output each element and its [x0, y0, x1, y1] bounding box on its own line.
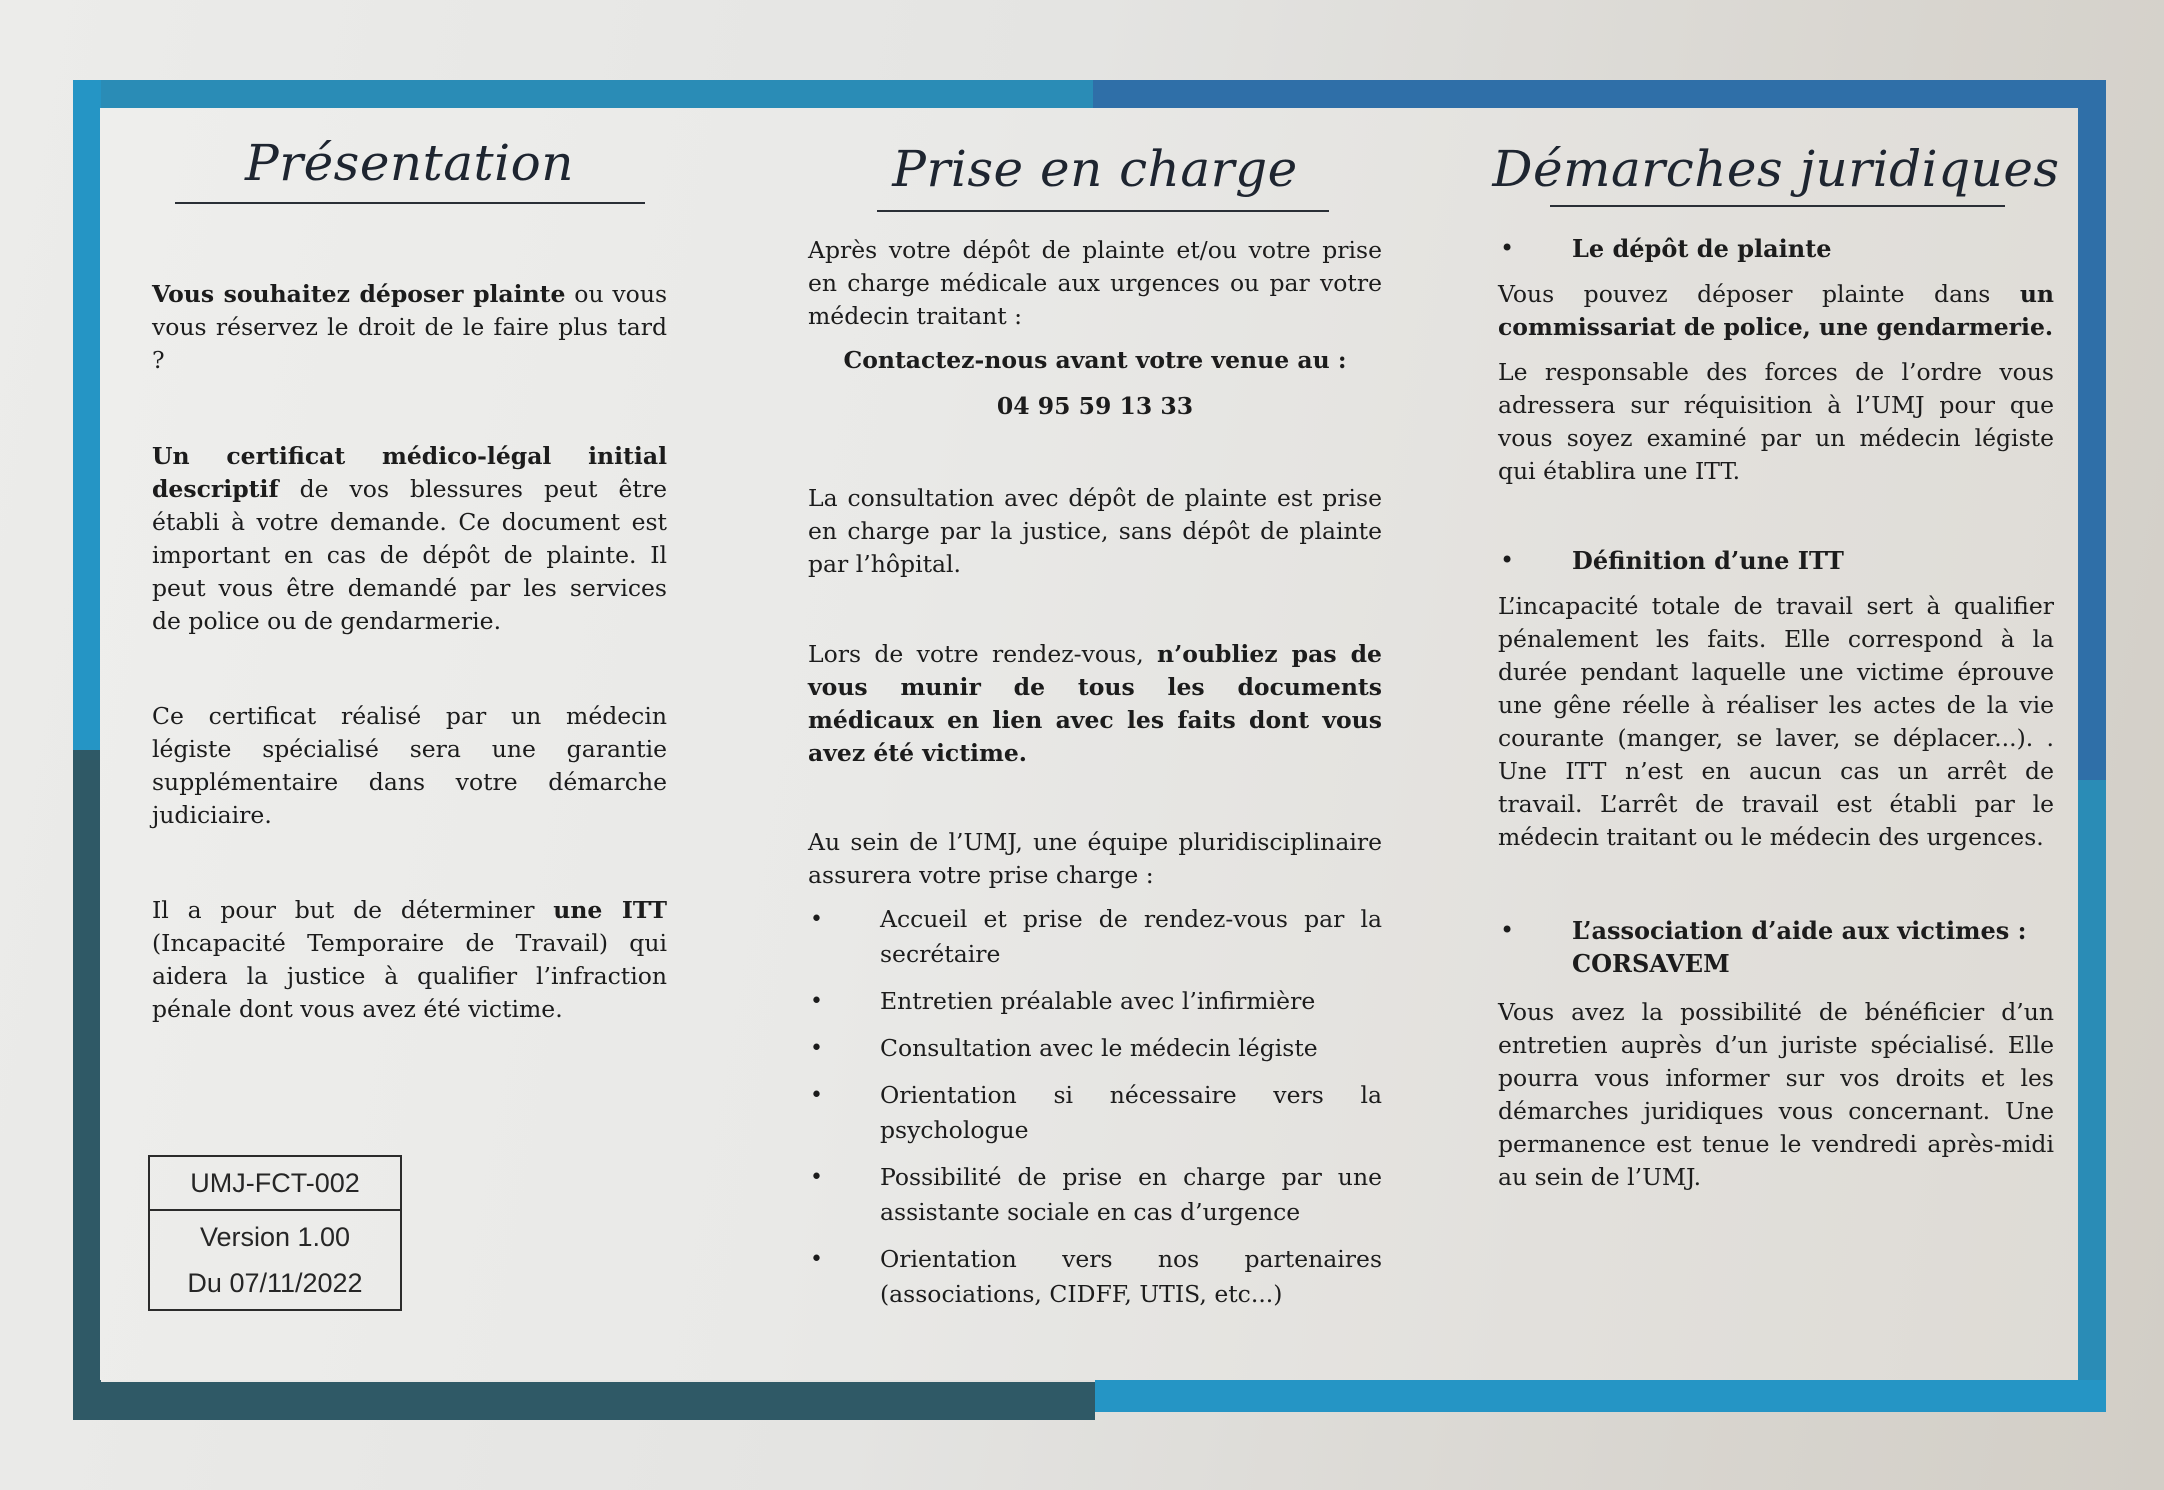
border-right-top [2078, 80, 2106, 780]
document-reference-box [148, 1155, 402, 1311]
prise-en-charge-title-rule [877, 210, 1329, 212]
bullet-icon: • [810, 1165, 823, 1190]
document-date: Du 07/11/2022 [187, 1268, 363, 1298]
presentation-p1-rest: ou vous vous réservez le droit de le faire plus tard ? [152, 280, 668, 374]
depot-plainte-p1-bold: un commissariat de police, une gendarmerie. [1498, 280, 2054, 341]
prise-en-charge-paragraph-1: Après votre dépôt de plainte et/ou votre prise en charge médicale aux urgences ou par votre médecin traitant : [808, 236, 1382, 330]
presentation-p2-bold: Un certificat médico-légal initial descriptif [152, 442, 667, 503]
border-right-bottom [2078, 780, 2106, 1390]
border-top-right [1093, 80, 2106, 110]
list-item-text: Possibilité de prise en charge par une assistante sociale en cas d’urgence [880, 1163, 1382, 1226]
section-heading-text: L’association d’aide aux victimes : CORSAVEM [1572, 916, 2027, 978]
bullet-icon: • [1500, 234, 1515, 262]
border-bottom-left [73, 1382, 1095, 1420]
demarches-title: Démarches juridiques [1492, 140, 2060, 198]
team-services-list [808, 902, 1382, 1324]
prise-en-charge-title: Prise en charge [892, 140, 1298, 198]
bullet-icon: • [810, 1247, 823, 1272]
section-heading-text: Définition d’une ITT [1572, 546, 1844, 575]
definition-itt-paragraph: L’incapacité totale de travail sert à qualifier pénalement les faits. Elle correspond à la durée pendant laquelle une victime éprouve une gêne réelle à réaliser les actes de la vie courante (manger, se laver, se déplacer...). . Une ITT n’est en aucun cas un arrêt de travail. L’arrêt de travail est établi par le médecin traitant ou le médecin des urgences. [1498, 592, 2054, 851]
depot-plainte-paragraph-1 [1498, 278, 2054, 344]
document-version: Version 1.00 [199, 1222, 351, 1252]
list-item-text: Orientation si nécessaire vers la psychologue [880, 1081, 1382, 1144]
border-bottom-right [1095, 1380, 2106, 1412]
list-item-text: Consultation avec le médecin légiste [880, 1034, 1318, 1062]
section-heading-text: Le dépôt de plainte [1572, 234, 1832, 263]
bullet-icon: • [810, 1083, 823, 1108]
section-heading-depot-plainte [1498, 232, 2128, 265]
border-left-top [73, 80, 101, 750]
presentation-p4-start: Il a pour but de déterminer [152, 896, 554, 924]
presentation-paragraph-4 [152, 894, 667, 1026]
list-item [808, 1242, 1382, 1312]
bullet-icon: • [1500, 916, 1515, 944]
bullet-icon: • [810, 907, 823, 932]
bullet-icon: • [810, 1036, 823, 1061]
document-code: UMJ-FCT-002 [150, 1157, 400, 1211]
prise-en-charge-paragraph-2: La consultation avec dépôt de plainte est prise en charge par la justice, sans dépôt de plainte par l’hôpital. [808, 484, 1382, 578]
bullet-icon: • [1500, 546, 1515, 574]
presentation-title-rule [175, 202, 645, 204]
presentation-p1-bold: Vous souhaitez déposer plainte [152, 280, 566, 308]
section-heading-definition-itt [1498, 544, 2128, 577]
list-item-text: Accueil et prise de rendez-vous par la secrétaire [880, 905, 1382, 968]
list-item [808, 902, 1382, 972]
presentation-title: Présentation [245, 134, 574, 192]
presentation-p4-bold: une ITT [553, 896, 667, 924]
presentation-paragraph-3: Ce certificat réalisé par un médecin légiste spécialisé sera une garantie supplémentaire dans votre démarche judiciaire. [152, 702, 667, 829]
presentation-p2-rest: de vos blessures peut être établi à votre demande. Ce document est important en cas de dépôt de plainte. Il peut vous être demandé par les services de police ou de gendarmerie. [152, 475, 667, 635]
list-item-text: Entretien préalable avec l’infirmière [880, 987, 1316, 1015]
section-heading-corsavem [1498, 914, 2128, 980]
presentation-paragraph-2 [152, 440, 667, 638]
border-top-left [73, 80, 1093, 110]
border-left-bottom [73, 750, 101, 1420]
list-item [808, 984, 1382, 1019]
demarches-title-rule [1550, 205, 2005, 207]
prise-en-charge-paragraph-3 [808, 638, 1382, 770]
presentation-paragraph-1 [152, 278, 667, 377]
list-item [808, 1160, 1382, 1230]
depot-plainte-p1-start: Vous pouvez déposer plainte dans [1498, 280, 2020, 308]
list-item [808, 1078, 1382, 1148]
list-item-text: Orientation vers nos partenaires (associations, CIDFF, UTIS, etc...) [880, 1245, 1382, 1308]
depot-plainte-paragraph-2: Le responsable des forces de l’ordre vous adressera sur réquisition à l’UMJ pour que vous soyez examiné par un médecin légiste qui établira une ITT. [1498, 358, 2054, 485]
prise-en-charge-p3-bold: n’oubliez pas de vous munir de tous les documents médicaux en lien avec les faits dont vous avez été victime. [808, 640, 1382, 767]
phone-number[interactable]: 04 95 59 13 33 [996, 392, 1194, 420]
prise-en-charge-p3-start: Lors de votre rendez-vous, [808, 640, 1158, 668]
corsavem-paragraph: Vous avez la possibilité de bénéficier d’un entretien auprès d’un juriste spécialisé. Elle pourra vous informer sur vos droits et les démarches juridiques vous concernant. Une permanence est tenue le vendredi après-midi au sein de l’UMJ. [1498, 998, 2054, 1191]
bullet-icon: • [810, 989, 823, 1014]
contact-label: Contactez-nous avant votre venue au : [843, 346, 1347, 374]
list-item [808, 1031, 1382, 1066]
presentation-p4-rest: (Incapacité Temporaire de Travail) qui aidera la justice à qualifier l’infraction pénale dont vous avez été victime. [152, 929, 667, 1023]
prise-en-charge-paragraph-4: Au sein de l’UMJ, une équipe pluridisciplinaire assurera votre prise charge : [808, 828, 1382, 889]
